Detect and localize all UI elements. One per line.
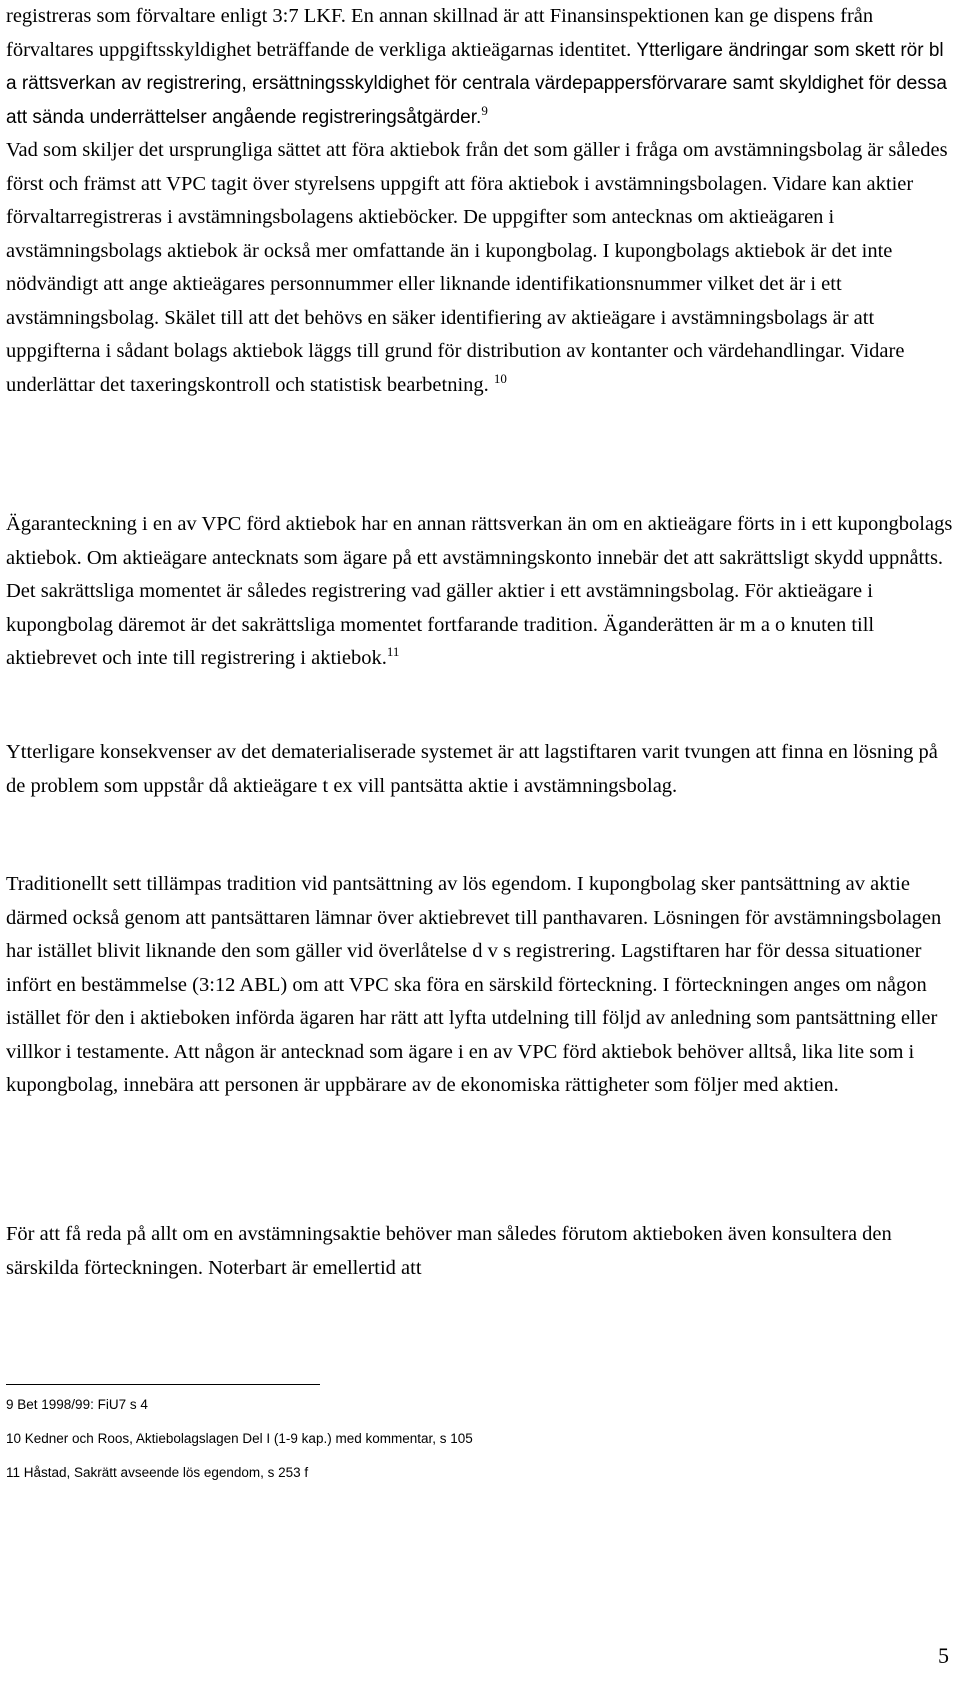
paragraph-1-text-a: registreras som förvaltare enligt 3:7 LKF. En annan skillnad är att Finansinspektionen kan ge dispens från förvaltares uppgiftsskyldighet beträffande de verkliga aktieägarnas identitet. <box>6 5 874 61</box>
footnote-11: 11 Håstad, Sakrätt avseende lös egendom, s 253 f <box>6 1465 309 1480</box>
paragraph-2-text: Ägaranteckning i en av VPC förd aktiebok har en annan rättsverkan än om en aktieägare förts in i ett kupongbolags aktiebok. Om aktieägare antecknats som ägare på ett avstämningskonto innebär det att sakrättsligt skydd uppnåtts. Det sakrättsliga momentet är således registrering vad gäller aktier i ett avstämningsbolag. För aktieägare i kupongbolag däremot är det sakrättsliga momentet fortfarande tradition. Äganderätten är m a o knuten till aktiebrevet och inte till registrering i aktiebok. <box>6 513 953 669</box>
paragraph-4: Traditionellt sett tillämpas tradition vid pantsättning av lös egendom. I kupongbolag sker pantsättning av aktie därmed också genom att pantsättaren lämnar över aktiebrevet till panthavaren. Lösningen för avstämningsbolagen har istället blivit liknande den som gäller vid överlåtelse d v s registrering. Lagstiftaren har för dessa situationer infört en bestämmelse (3:12 ABL) om att VPC ska föra en särskild förteckning. I förteckningen anges om någon istället för den i aktieboken införda ägaren har rätt att lyfta utdelning till följd av anledning som pantsättning eller villkor i testamente. Att någon är antecknad som ägare i en av VPC förd aktiebok behöver alltså, lika lite som i kupongbolag, innebära att personen är uppbärare av de ekonomiska rättigheter som följer med aktien. <box>6 873 942 1096</box>
paragraph-2 <box>6 508 956 676</box>
footnote-ref-10[interactable]: 10 <box>493 370 507 386</box>
footnote-9: 9 Bet 1998/99: FiU7 s 4 <box>6 1397 148 1412</box>
paragraph-5: För att få reda på allt om en avstämningsaktie behöver man således förutom aktieboken även konsultera den särskilda förteckningen. Noterbart är emellertid att <box>6 1223 892 1279</box>
paragraph-1-text-c: Vad som skiljer det ursprungliga sättet att föra aktiebok från det som gäller i fråga om avstämningsbolag är således först och främst att VPC tagit över styrelsens uppgift att föra aktiebok i avstämningsbolagen. Vidare kan aktier förvaltarregistreras i avstämningsbolagens aktieböcker. De uppgifter som antecknas om aktieägaren i avstämningsbolags aktiebok är också mer omfattande än i kupongbolag. I kupongbolags aktiebok är det inte nödvändigt att ange aktieägares personnummer eller liknande identifikationsnummer vilket det är i ett avstämningsbolag. Skälet till att det behövs en säker identifiering av aktieägare i avstämningsbolags är att uppgifterna i sådant bolags aktiebok läggs till grund för distribution av kontanter och värdehandlingar. Vidare underlättar det taxeringskontroll och statistisk bearbetning. <box>6 139 948 396</box>
footnote-separator <box>6 1384 320 1385</box>
footnote-10: 10 Kedner och Roos, Aktiebolagslagen Del I (1-9 kap.) med kommentar, s 105 <box>6 1431 473 1446</box>
footnote-ref-9[interactable]: 9 <box>481 102 488 118</box>
page-number: 5 <box>938 1643 949 1668</box>
paragraph-3: Ytterligare konsekvenser av det dematerialiserade systemet är att lagstiftaren varit tvungen att finna en lösning på de problem som uppstår då aktieägare t ex vill pantsätta aktie i avstämningsbolag. <box>6 741 938 797</box>
paragraph-1-text-b: Ytterligare ändringar som skett rör bl a rättsverkan av registrering, ersättningsskyldighet för centrala värdepappersförvarare samt skyldighet för dessa att sända underrättelser angående registreringsåtgärder. <box>6 39 947 128</box>
footnote-ref-11[interactable]: 11 <box>386 644 400 660</box>
paragraph-1 <box>6 0 956 402</box>
